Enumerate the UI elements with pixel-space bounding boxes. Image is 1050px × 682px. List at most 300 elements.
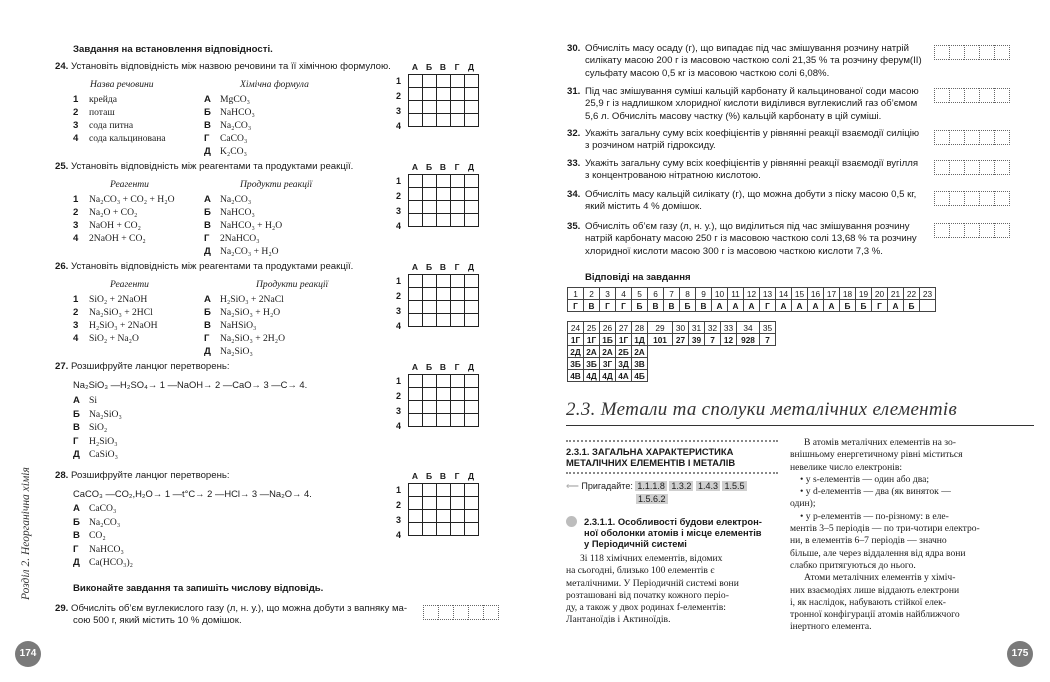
- item-key: 2: [73, 207, 79, 218]
- list-item: [73, 436, 118, 447]
- grid-cell[interactable]: [409, 175, 423, 188]
- grid-cell[interactable]: [465, 414, 479, 427]
- answer-num: 17: [824, 288, 840, 300]
- grid-cell[interactable]: [423, 523, 437, 536]
- arrow-left-icon: ⟸: [566, 481, 579, 491]
- item-key: Б: [204, 307, 211, 318]
- answer-num: 13: [760, 288, 776, 300]
- q29-number: 29.: [55, 603, 69, 614]
- item-key: 3: [73, 320, 79, 331]
- list-item: [204, 320, 256, 331]
- grid-cell[interactable]: [465, 497, 479, 510]
- answer-cells[interactable]: [934, 223, 1010, 238]
- grid-cell[interactable]: [451, 388, 465, 401]
- grid-cell[interactable]: [451, 101, 465, 114]
- grid-cell[interactable]: [451, 288, 465, 301]
- grid-cell[interactable]: [437, 484, 451, 497]
- body-line: невелике число електронів:: [790, 461, 903, 473]
- q27: [55, 361, 230, 373]
- grid-cells[interactable]: [408, 374, 479, 427]
- answer-val: Г: [760, 300, 776, 312]
- item-value: K₂CO₃: [220, 146, 247, 157]
- grid-cell[interactable]: [451, 523, 465, 536]
- page-number-right: 175: [1007, 641, 1033, 667]
- grid-col-label: А: [411, 62, 419, 72]
- answer-val: 4Д: [584, 370, 600, 382]
- body-line: на сьогодні, близько 100 елементів є: [566, 565, 715, 577]
- answer-val: 1Д: [632, 334, 648, 346]
- question-number: 35.: [567, 221, 581, 232]
- q25-number: 25.: [55, 161, 69, 172]
- grid-row-label: 4: [396, 421, 402, 431]
- body-line: розташовані від початку кожного періо-: [566, 589, 729, 601]
- grid-cell[interactable]: [423, 175, 437, 188]
- item-value: CaSiO₃: [89, 449, 118, 460]
- answer-val: 12: [721, 334, 737, 346]
- reminder-ref[interactable]: 1.3.2: [671, 481, 692, 491]
- answer-cells[interactable]: [934, 160, 1010, 175]
- answer-val: 3В: [632, 358, 648, 370]
- reminder-ref[interactable]: 1.5.6.2: [638, 494, 666, 504]
- grid-row-labels: [396, 274, 401, 334]
- grid-header: [408, 162, 478, 172]
- item-value: Na₂SiO₃ + 2H₂O: [220, 333, 286, 344]
- grid-cell[interactable]: [465, 201, 479, 214]
- grid-cell[interactable]: [423, 288, 437, 301]
- answer-val: 4В: [568, 370, 584, 382]
- grid-cell[interactable]: [437, 414, 451, 427]
- grid-cell[interactable]: [423, 497, 437, 510]
- item-key: Б: [73, 516, 80, 528]
- grid-cell[interactable]: [451, 114, 465, 127]
- grid-row-labels: [396, 174, 401, 234]
- list-item: [73, 94, 117, 105]
- answer-num: 23: [920, 288, 936, 300]
- grid-row-label: 3: [396, 515, 402, 525]
- grid-cell[interactable]: [465, 188, 479, 201]
- grid-cell[interactable]: [437, 314, 451, 327]
- item-key: В: [73, 422, 80, 433]
- answer-val: А: [744, 300, 760, 312]
- answer-num: 21: [888, 288, 904, 300]
- grid-cell[interactable]: [409, 188, 423, 201]
- q26-col2-head: Продукти реакції: [256, 279, 329, 290]
- list-item: [73, 133, 166, 144]
- grid-cell[interactable]: [409, 523, 423, 536]
- answer-val: 27: [673, 334, 689, 346]
- grid-cell[interactable]: [451, 510, 465, 523]
- item-key: Д: [204, 146, 211, 157]
- grid-row-labels: [396, 74, 401, 134]
- grid-cell[interactable]: [409, 288, 423, 301]
- grid-cell[interactable]: [465, 175, 479, 188]
- grid-cell[interactable]: [465, 101, 479, 114]
- grid-col-label: Г: [454, 262, 460, 272]
- list-item: [73, 207, 137, 218]
- grid-cell[interactable]: [423, 388, 437, 401]
- question-number: 30.: [567, 43, 581, 54]
- grid-cell[interactable]: [465, 114, 479, 127]
- answer-val: 7: [705, 334, 721, 346]
- grid-cells[interactable]: [408, 274, 479, 327]
- q25-col1-head: Реагенти: [110, 179, 149, 190]
- grid-cell[interactable]: [437, 275, 451, 288]
- item-value: Si: [89, 395, 98, 406]
- answer-val: В: [648, 300, 664, 312]
- grid-col-label: Д: [467, 262, 475, 272]
- grid-header: [408, 362, 478, 372]
- item-value: NaHSiO₃: [220, 320, 257, 331]
- answer-grid-26[interactable]: [396, 262, 486, 332]
- answer-val: 3Д: [616, 358, 632, 370]
- answer-val: А: [728, 300, 744, 312]
- answer-grid-25[interactable]: [396, 162, 486, 232]
- grid-cell[interactable]: [451, 275, 465, 288]
- answer-val: 3Г: [600, 358, 616, 370]
- grid-cell[interactable]: [409, 414, 423, 427]
- question-number: 31.: [567, 86, 581, 97]
- list-item: [73, 409, 122, 420]
- answer-num: 4: [616, 288, 632, 300]
- item-key: Д: [73, 449, 80, 460]
- q28-number: 28.: [55, 470, 69, 481]
- reminder-row-2: [636, 494, 668, 506]
- grid-cell[interactable]: [437, 388, 451, 401]
- grid-cell[interactable]: [437, 75, 451, 88]
- grid-cell[interactable]: [437, 201, 451, 214]
- item-value: NaOH + CO₂: [89, 220, 141, 231]
- body-line: ментів 3–5 періодів — по три-чотири електро-: [790, 523, 980, 535]
- body-line: металічними. У Періодичній системі вони: [566, 577, 739, 589]
- question-line: Укажіть загальну суму всіх коефіцієнтів у рівнянні реакції взаємодії силіцію: [585, 128, 920, 139]
- question-line: Під час змішування суміші кальцій карбонату й кальцинованої соди масою: [585, 86, 919, 97]
- answer-num: 1: [568, 288, 584, 300]
- grid-row-label: 3: [396, 206, 402, 216]
- list-item: [204, 233, 260, 244]
- grid-cell[interactable]: [437, 188, 451, 201]
- grid-cell[interactable]: [409, 497, 423, 510]
- answer-val: А: [888, 300, 904, 312]
- grid-cell[interactable]: [465, 375, 479, 388]
- grid-col-label: Д: [467, 62, 475, 72]
- answer-val: Г: [616, 300, 632, 312]
- answer-num: 7: [664, 288, 680, 300]
- list-item: [73, 120, 133, 131]
- item-key: Г: [204, 333, 210, 344]
- q26-text: Установіть відповідність між реагентами та продуктами реакції.: [71, 261, 354, 272]
- answer-val: 7: [760, 334, 776, 346]
- grid-cell[interactable]: [423, 401, 437, 414]
- grid-col-label: Д: [467, 162, 475, 172]
- grid-cell[interactable]: [423, 201, 437, 214]
- item-key: Г: [204, 133, 210, 144]
- grid-cell[interactable]: [451, 301, 465, 314]
- grid-cell[interactable]: [451, 175, 465, 188]
- answer-grid-27[interactable]: [396, 362, 486, 432]
- grid-cell[interactable]: [409, 201, 423, 214]
- grid-cell[interactable]: [437, 101, 451, 114]
- grid-cell[interactable]: [437, 214, 451, 227]
- answer-cells[interactable]: [934, 88, 1010, 103]
- reminder-ref[interactable]: 1.5.5: [724, 481, 745, 491]
- q24: [55, 61, 391, 73]
- grid-cell[interactable]: [451, 201, 465, 214]
- grid-cell[interactable]: [451, 484, 465, 497]
- grid-cell[interactable]: [437, 510, 451, 523]
- answer-val: В: [696, 300, 712, 312]
- grid-cell[interactable]: [437, 88, 451, 101]
- grid-cell[interactable]: [409, 388, 423, 401]
- list-item: [73, 307, 153, 318]
- grid-col-label: Б: [425, 62, 433, 72]
- question-line: силікату масою 200 г із масовою часткою солі 21,35 % та розчину ферум(II): [585, 55, 922, 67]
- list-item: [204, 220, 282, 231]
- answer-val: 1Г: [568, 334, 584, 346]
- grid-cell[interactable]: [465, 301, 479, 314]
- grid-cell[interactable]: [451, 375, 465, 388]
- grid-col-label: Б: [425, 471, 433, 481]
- body-line: • у p-елементів — по-різному: в еле-: [800, 510, 949, 522]
- grid-cell[interactable]: [437, 375, 451, 388]
- body-line: інертного елемента.: [790, 621, 872, 633]
- question-line: хлоридної кислоти масою 300 г із масовою часткою кислоти 7,3 %.: [585, 245, 883, 257]
- q24-number: 24.: [55, 61, 69, 72]
- grid-col-label: А: [411, 262, 419, 272]
- grid-cell[interactable]: [437, 288, 451, 301]
- grid-cell[interactable]: [451, 414, 465, 427]
- answer-val: А: [776, 300, 792, 312]
- answers-table-1: [567, 287, 936, 312]
- body-col-2: [790, 437, 1034, 634]
- grid-cell[interactable]: [423, 375, 437, 388]
- grid-cell[interactable]: [409, 114, 423, 127]
- grid-cell[interactable]: [451, 401, 465, 414]
- list-item: [204, 307, 280, 318]
- question-line: сульфату масою 0,5 кг із масовою часткою солі 6,08%.: [585, 67, 830, 79]
- grid-cell[interactable]: [437, 114, 451, 127]
- grid-cell[interactable]: [437, 523, 451, 536]
- answer-val: Г: [872, 300, 888, 312]
- item-value: NaHCO₃: [220, 107, 255, 118]
- list-item: [204, 294, 284, 305]
- item-key: Г: [73, 543, 79, 555]
- q28: [55, 470, 230, 482]
- grid-cell[interactable]: [451, 88, 465, 101]
- grid-col-label: Г: [454, 62, 460, 72]
- grid-cell[interactable]: [465, 214, 479, 227]
- grid-cell[interactable]: [423, 414, 437, 427]
- grid-cell[interactable]: [465, 288, 479, 301]
- list-item: [73, 557, 133, 568]
- list-item: [73, 503, 116, 514]
- answer-val: 1Б: [600, 334, 616, 346]
- grid-cell[interactable]: [465, 88, 479, 101]
- grid-col-label: А: [411, 471, 419, 481]
- item-value: CaCO₃: [89, 503, 117, 514]
- grid-row-label: 2: [396, 91, 402, 101]
- grid-row-label: 2: [396, 391, 402, 401]
- answer-num: 27: [616, 322, 632, 334]
- answer-grid-28[interactable]: [396, 471, 486, 541]
- answer-grid-24[interactable]: [396, 62, 486, 132]
- list-item: [73, 294, 147, 305]
- body-line: внішньому енергетичному рівні міститься: [790, 449, 963, 461]
- grid-cell[interactable]: [409, 510, 423, 523]
- subsection-dots-top: [566, 440, 778, 442]
- answer-num: 2: [584, 288, 600, 300]
- item-value: Na₂SiO₃: [89, 408, 122, 420]
- grid-cell[interactable]: [409, 401, 423, 414]
- item-value: SiO₂: [89, 422, 108, 433]
- grid-cell[interactable]: [465, 510, 479, 523]
- item-value: NaHCO₃: [220, 207, 255, 218]
- item-key: Б: [204, 107, 211, 118]
- grid-col-label: Г: [454, 471, 460, 481]
- body-line: ни, в елементів 6–7 періодів — значно: [790, 535, 947, 547]
- item-key: Г: [204, 233, 210, 244]
- grid-cell[interactable]: [409, 314, 423, 327]
- answers-table-2: [567, 321, 776, 382]
- subsub-title-1: 2.3.1.1. Особливості будови електрон-: [584, 516, 762, 527]
- grid-cell[interactable]: [465, 401, 479, 414]
- grid-col-label: В: [439, 471, 447, 481]
- q27-text: Розшифруйте ланцюг перетворень:: [71, 361, 230, 372]
- grid-row-label: 2: [396, 291, 402, 301]
- grid-cell[interactable]: [423, 75, 437, 88]
- question-line: з концентрованою нітратною кислотою.: [585, 170, 761, 182]
- grid-row-label: 3: [396, 406, 402, 416]
- grid-cell[interactable]: [465, 275, 479, 288]
- grid-cell[interactable]: [423, 301, 437, 314]
- grid-cell[interactable]: [451, 214, 465, 227]
- body-line: один);: [790, 498, 816, 510]
- list-item: [73, 194, 175, 205]
- grid-cell[interactable]: [465, 314, 479, 327]
- item-key: В: [204, 320, 211, 331]
- item-value: Na₂SiO₃ + 2HCl: [89, 307, 153, 318]
- grid-cell[interactable]: [451, 188, 465, 201]
- answer-val: А: [824, 300, 840, 312]
- answer-num: 8: [680, 288, 696, 300]
- grid-col-label: Б: [425, 262, 433, 272]
- answer-cells[interactable]: [934, 130, 1010, 145]
- reminder: [566, 481, 747, 493]
- grid-cell[interactable]: [409, 275, 423, 288]
- grid-cell[interactable]: [437, 401, 451, 414]
- grid-cells[interactable]: [408, 74, 479, 127]
- body-line: і, як наслідок, набувають стійкої елек-: [790, 596, 946, 608]
- grid-cell[interactable]: [437, 301, 451, 314]
- item-value: Na₂CO₃: [220, 194, 252, 205]
- grid-cell[interactable]: [423, 214, 437, 227]
- subsub-title-2: ної оболонки атомів і місце елементів: [584, 527, 762, 538]
- grid-row-label: 1: [396, 485, 402, 495]
- grid-row-label: 4: [396, 530, 402, 540]
- answer-num: 6: [648, 288, 664, 300]
- question-line: Обчисліть масу осаду (г), що випадає під час змішування розчину натрій: [585, 43, 909, 54]
- grid-cell[interactable]: [423, 188, 437, 201]
- reminder-ref[interactable]: 1.1.1.8: [637, 481, 665, 491]
- grid-cell[interactable]: [423, 314, 437, 327]
- grid-cell[interactable]: [465, 484, 479, 497]
- item-value: крейда: [89, 94, 117, 105]
- grid-header: [408, 471, 478, 481]
- item-value: Na₂O + CO₂: [89, 207, 138, 218]
- body-line: Зі 118 хімічних елементів, відомих: [580, 553, 723, 564]
- answer-cells[interactable]: [934, 191, 1010, 206]
- answer-val: Б: [680, 300, 696, 312]
- q24-text: Установіть відповідність між назвою речовини та її хімічною формулою.: [71, 61, 391, 72]
- q25-text: Установіть відповідність між реагентами та продуктами реакції.: [71, 161, 354, 172]
- list-item: [73, 395, 97, 406]
- list-item: [204, 346, 253, 357]
- grid-cell[interactable]: [465, 388, 479, 401]
- answer-num: 16: [808, 288, 824, 300]
- answer-num: 19: [856, 288, 872, 300]
- question-number: 33.: [567, 158, 581, 169]
- grid-row-label: 1: [396, 176, 402, 186]
- grid-cell[interactable]: [423, 484, 437, 497]
- grid-cell[interactable]: [409, 484, 423, 497]
- answer-val: А: [808, 300, 824, 312]
- grid-cell[interactable]: [423, 275, 437, 288]
- item-value: CaCO₃: [220, 133, 248, 144]
- grid-cell[interactable]: [465, 75, 479, 88]
- list-item: [204, 333, 285, 344]
- grid-cell[interactable]: [409, 301, 423, 314]
- answer-num: 33: [721, 322, 737, 334]
- answer-num: 22: [904, 288, 920, 300]
- q26-number: 26.: [55, 261, 69, 272]
- grid-cell[interactable]: [451, 75, 465, 88]
- reminder-label: Пригадайте:: [581, 481, 633, 491]
- reminder-ref[interactable]: 1.4.3: [697, 481, 718, 491]
- grid-col-label: В: [439, 62, 447, 72]
- grid-cell[interactable]: [409, 375, 423, 388]
- grid-cell[interactable]: [437, 497, 451, 510]
- page-number-left: 174: [15, 641, 41, 667]
- q29: [55, 603, 407, 615]
- grid-cell[interactable]: [423, 88, 437, 101]
- grid-cell[interactable]: [465, 523, 479, 536]
- item-value: SiO₂ + 2NaOH: [89, 294, 148, 305]
- list-item: [204, 246, 279, 257]
- answer-val: 101: [648, 334, 673, 346]
- grid-cell[interactable]: [451, 497, 465, 510]
- grid-cell[interactable]: [451, 314, 465, 327]
- q29-answer-cells[interactable]: [423, 605, 499, 620]
- grid-row-label: 2: [396, 191, 402, 201]
- grid-cell[interactable]: [409, 75, 423, 88]
- item-key: В: [73, 530, 80, 541]
- list-item: [204, 120, 251, 131]
- answer-num: 32: [705, 322, 721, 334]
- grid-cell[interactable]: [423, 114, 437, 127]
- answer-cells[interactable]: [934, 45, 1010, 60]
- q25: [55, 161, 353, 173]
- list-item: [73, 107, 115, 118]
- grid-cell[interactable]: [423, 510, 437, 523]
- grid-cell[interactable]: [409, 88, 423, 101]
- q28-text: Розшифруйте ланцюг перетворень:: [71, 470, 230, 481]
- question-line: 5,6 л. Обчисліть масову частку (%) кальцій карбонату в цій суміші.: [585, 110, 882, 122]
- grid-cell[interactable]: [423, 101, 437, 114]
- grid-cell[interactable]: [437, 175, 451, 188]
- grid-cells[interactable]: [408, 174, 479, 227]
- grid-cells[interactable]: [408, 483, 479, 536]
- grid-cell[interactable]: [409, 101, 423, 114]
- grid-cell[interactable]: [409, 214, 423, 227]
